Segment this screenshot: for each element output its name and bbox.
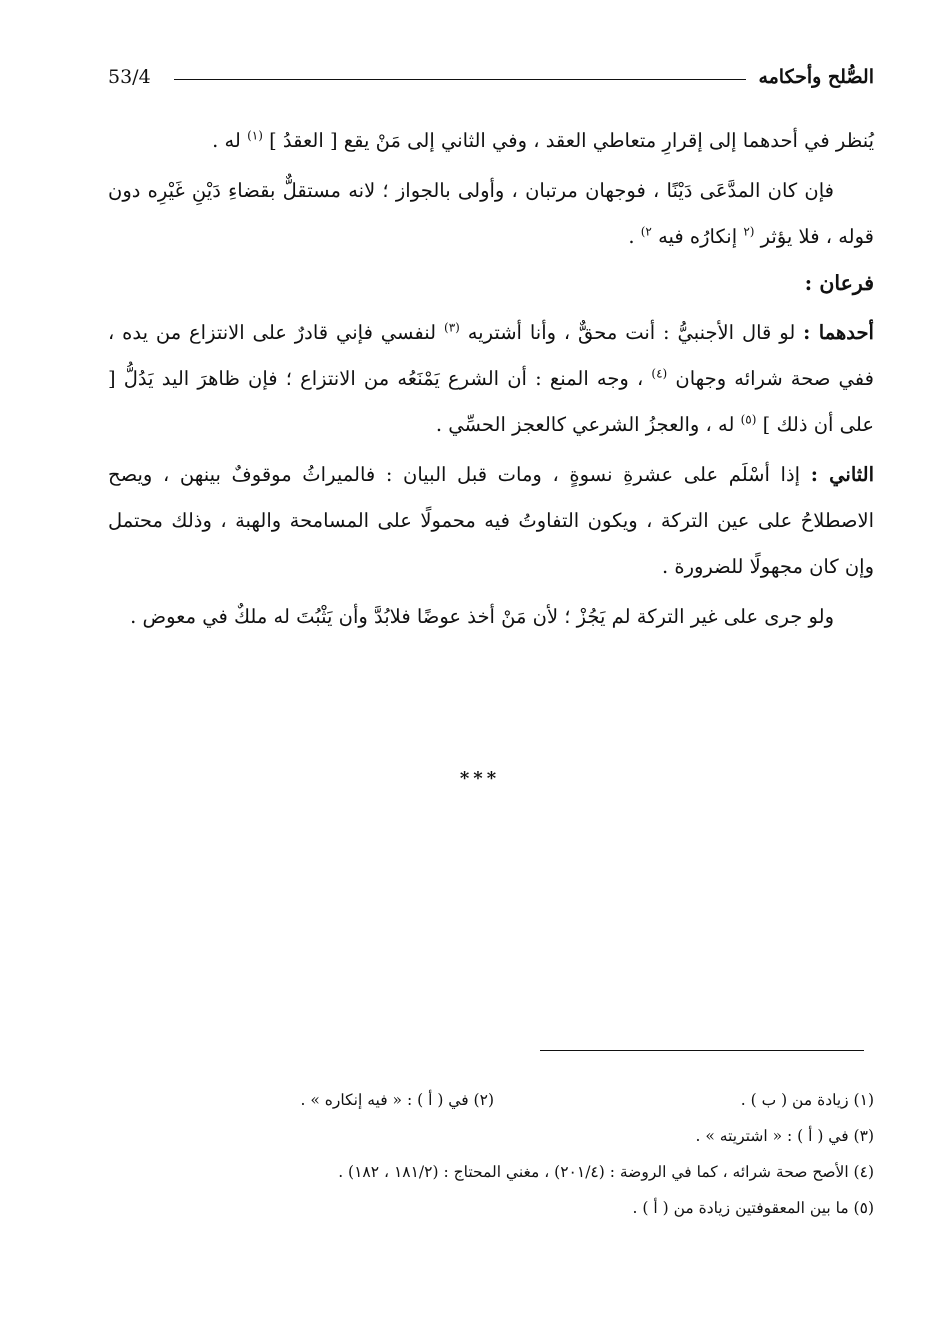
paragraph-3-lead: أحدهما : bbox=[803, 321, 874, 344]
paragraph-1-text-a: يُنظر في أحدهما إلى إقرارِ متعاطي العقد ، وفي الثاني إلى مَنْ يقع [ العقدُ ] bbox=[269, 129, 874, 152]
paragraph-2 bbox=[108, 168, 874, 260]
paragraph-3-text-c: ، وجه المنع : أن الشرع يَمْنَعُه من الانتزاع ؛ فإن ظاهرَ اليد يَدُلُّ [ على أن ذلك ] bbox=[108, 367, 874, 436]
paragraph-5: ولو جرى على غير التركة لم يَجُزْ ؛ لأن مَنْ أخذ عوضًا فلابُدَّ وأن يَثْبُتَ له ملكٌ في معوض . bbox=[130, 605, 834, 628]
footnotes bbox=[108, 1082, 874, 1226]
footnote-1: (١) زيادة من ( ب ) . bbox=[740, 1091, 874, 1109]
paragraph-4 bbox=[108, 452, 874, 590]
paragraph-1-text-b: له . bbox=[212, 129, 241, 152]
paragraph-4-text: إذا أسْلَم على عشرةِ نسوةٍ ، ومات قبل البيان : فالميراثُ موقوفٌ بينهن ، ويصح الاصطلاحُ على عين التركة ، ويكون التفاوتُ فيه محمولًا على المسامحة والهبة ، وذلك محتمل وإن كان مجهولًا للضرورة . bbox=[108, 463, 874, 578]
footnote-marker-4: (٤) bbox=[651, 366, 668, 381]
page-number: 53/4 bbox=[108, 66, 151, 88]
paragraph-3-text-a: لو قال الأجنبيُّ : أنت محقٌّ ، وأنا أشتريه bbox=[467, 321, 796, 344]
paragraph-2-text-b: إنكارُه فيه bbox=[658, 225, 738, 248]
footnote-2: (٢) في ( أ ) : « فيه إنكاره » . bbox=[300, 1091, 494, 1109]
paragraph-2-text-c: . bbox=[628, 225, 635, 248]
section-separator: *** bbox=[459, 768, 501, 789]
header-rule bbox=[174, 79, 746, 80]
section-heading: فرعان : bbox=[804, 271, 874, 295]
paragraph-2-text-a: فإن كان المدَّعَى دَيْنًا ، فوجهان مرتبان ، وأولى بالجواز ؛ لانه مستقلٌّ بقضاءِ دَيْنِ غَيْرِه دون قوله ، فلا يؤثر bbox=[108, 179, 874, 248]
paragraph-3 bbox=[108, 310, 874, 448]
footnote-5: (٥) ما بين المعقوفتين زيادة من ( أ ) . bbox=[632, 1199, 874, 1217]
running-header bbox=[108, 64, 874, 98]
book-title: الصُّلح وأحكامه bbox=[758, 66, 874, 88]
paragraph-3-text-b: لنفسي فإني قادرٌ على الانتزاع من يده ، ففي صحة شرائه وجهان bbox=[108, 321, 874, 390]
footnote-marker-1: (١) bbox=[247, 128, 263, 143]
main-text bbox=[108, 118, 874, 640]
paragraph-3-text-d: له ، والعجزُ الشرعي كالعجز الحسِّي . bbox=[435, 413, 735, 436]
footnote-marker-3: (٣) bbox=[444, 320, 460, 335]
paragraph-4-lead: الثاني : bbox=[810, 463, 875, 486]
paragraph-1 bbox=[108, 118, 874, 164]
footnote-3: (٣) في ( أ ) : « اشتريته » . bbox=[695, 1127, 874, 1145]
footnote-4: (٤) الأصح صحة شرائه ، كما في الروضة : (٢٠١/٤) ، مغني المحتاج : (١٨١/٢ ، ١٨٢) . bbox=[338, 1163, 874, 1181]
footnote-rule bbox=[540, 1050, 864, 1051]
footnote-row bbox=[108, 1082, 874, 1118]
footnote-marker-2-close: ٢) bbox=[640, 224, 652, 239]
footnote-marker-2-open: (٢ bbox=[743, 224, 755, 239]
footnote-marker-5: (٥) bbox=[740, 412, 757, 427]
